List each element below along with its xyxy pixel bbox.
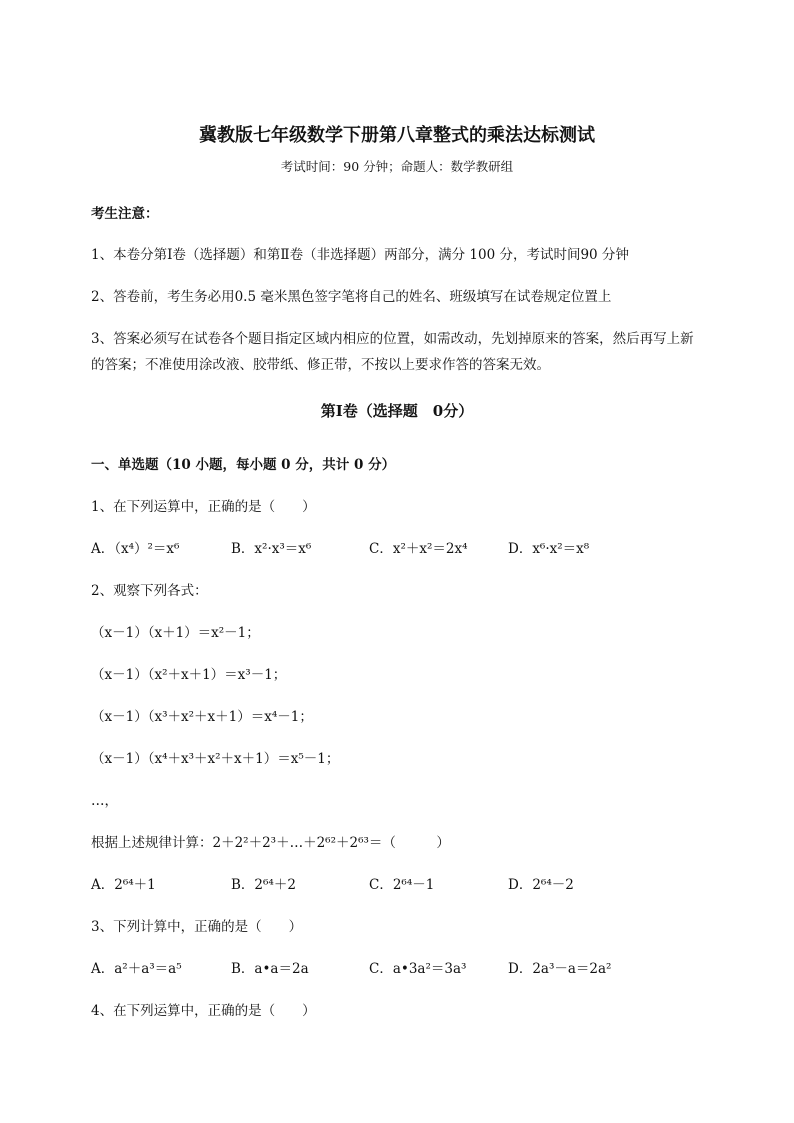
question-2-option-b: B．2⁶⁴＋2	[231, 877, 296, 893]
question-3-option-a: A．a²＋a³＝a⁵	[91, 961, 182, 977]
question-2-equation-1: （x－1）（x＋1）＝x²－1；	[91, 625, 260, 641]
question-3-option-d: D．2a³－a＝2a²	[508, 961, 612, 977]
part-heading: 一、单选题（10 小题，每小题 0 分，共计 0 分）	[91, 457, 396, 473]
notice-item-3-line-1: 3、答案必须写在试卷各个题目指定区域内相应的位置，如需改动，先划掉原来的答案，然后再写上新	[91, 331, 694, 347]
question-4-stem: 4、在下列运算中，正确的是（ ）	[91, 1003, 316, 1019]
question-2-equation-3: （x－1）（x³＋x²＋x＋1）＝x⁴－1；	[91, 709, 313, 725]
notice-item-1: 1、本卷分第Ⅰ卷（选择题）和第Ⅱ卷（非选择题）两部分，满分 100 分，考试时间90 分钟	[91, 247, 629, 263]
page-title: 冀教版七年级数学下册第八章整式的乘法达标测试	[199, 125, 595, 146]
question-3-option-b: B．a•a＝2a	[231, 961, 309, 977]
notice-item-3-line-2: 的答案；不准使用涂改液、胶带纸、修正带，不按以上要求作答的答案无效。	[91, 357, 550, 373]
question-2-option-a: A．2⁶⁴＋1	[91, 877, 156, 893]
question-2-equation-4: （x－1）（x⁴＋x³＋x²＋x＋1）＝x⁵－1；	[91, 751, 340, 767]
question-2-option-c: C．2⁶⁴－1	[369, 877, 435, 893]
exam-info: 考试时间：90 分钟；命题人：数学教研组	[280, 159, 514, 174]
question-3-stem: 3、下列计算中，正确的是（ ）	[91, 919, 303, 935]
question-2-ellipsis: …，	[91, 793, 118, 809]
question-2-equation-2: （x－1）（x²＋x＋1）＝x³－1；	[91, 667, 287, 683]
question-1-option-c: C．x²＋x²＝2x⁴	[369, 541, 468, 557]
question-1-option-b: B．x²·x³＝x⁶	[231, 541, 312, 557]
question-1-option-d: D．x⁶·x²＝x⁸	[508, 541, 590, 557]
question-2-option-d: D．2⁶⁴－2	[508, 877, 574, 893]
question-2-task: 根据上述规律计算：2＋2²＋2³＋…＋2⁶²＋2⁶³＝（ ）	[91, 835, 450, 851]
question-3-option-c: C．a•3a²＝3a³	[369, 961, 467, 977]
notice-item-2: 2、答卷前，考生务必用0.5 毫米黑色签字笔将自己的姓名、班级填写在试卷规定位置上	[91, 289, 612, 305]
question-1-option-a: A．（x⁴）²＝x⁶	[91, 541, 180, 557]
question-2-stem: 2、观察下列各式：	[91, 583, 208, 599]
notice-title: 考生注意：	[91, 206, 159, 222]
question-1-stem: 1、在下列运算中，正确的是（ ）	[91, 499, 316, 515]
section-title: 第Ⅰ卷（选择题 0分）	[320, 402, 474, 420]
